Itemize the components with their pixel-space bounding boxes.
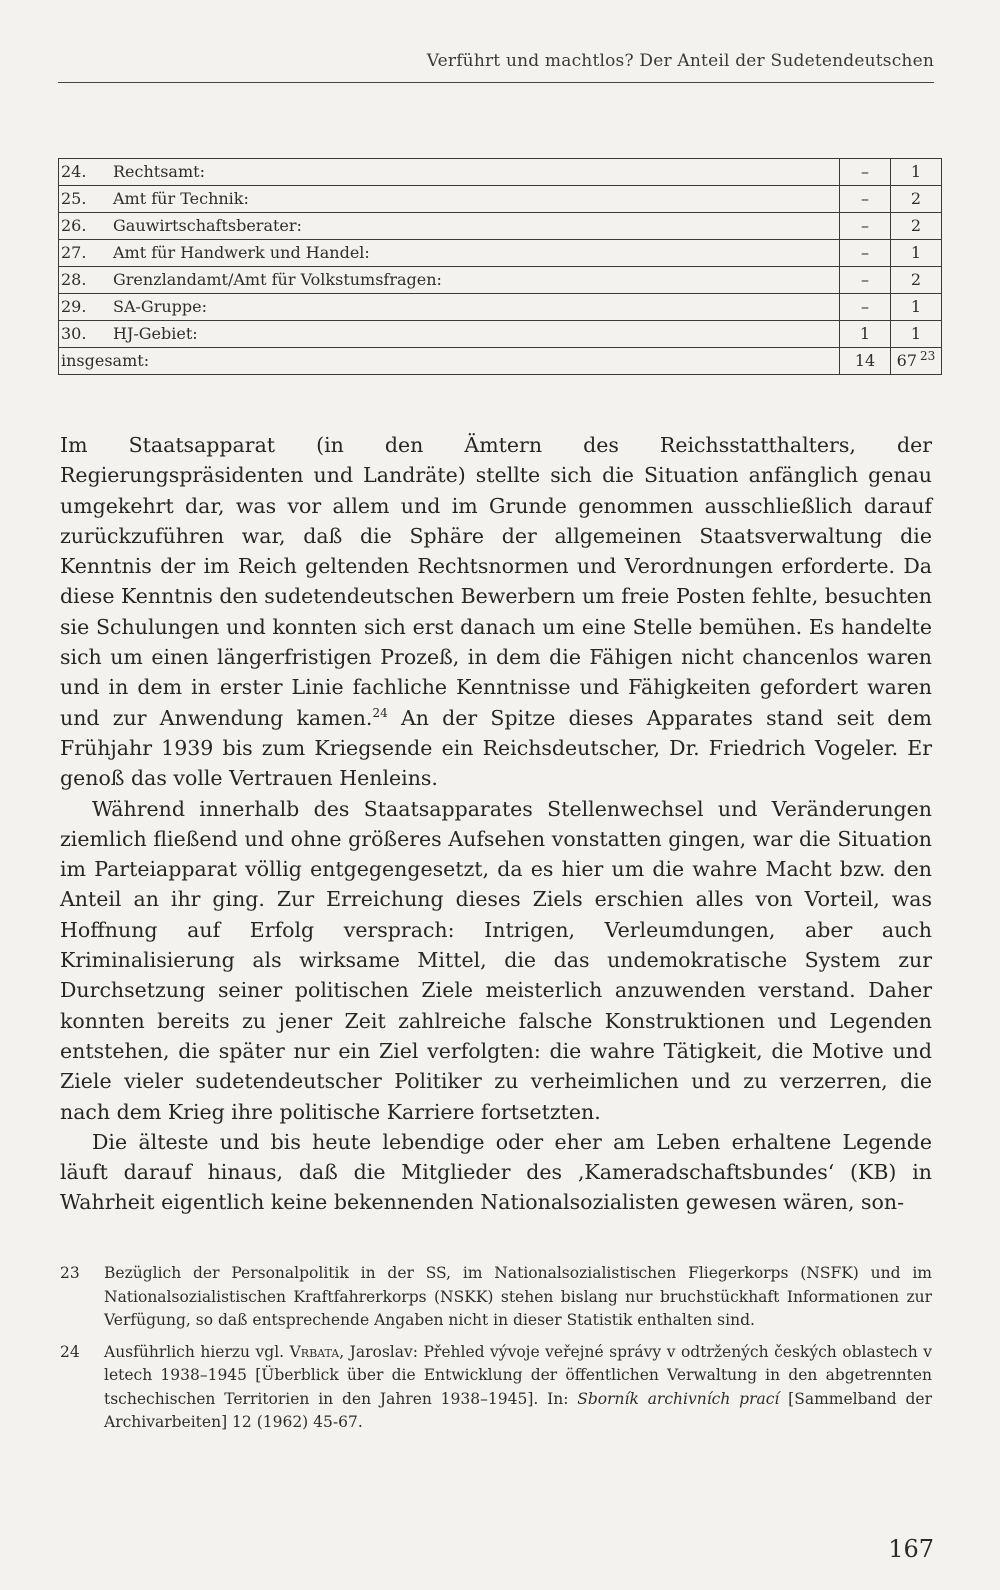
table-row bbox=[59, 213, 942, 240]
total-label: insgesamt: bbox=[59, 348, 840, 375]
paragraph-1: Im Staatsapparat (in den Ämtern des Reichsstatthalters, der Regierungspräsidenten und Landräte) stellte sich die Situation anfänglich genau umgekehrt dar, was vor allem und im Grunde genommen ausschließlich darauf zurückzuführen war, daß die Sphäre der allgemeinen Staatsverwaltung die Kenntnis der im Reich geltenden Rechtsnormen und Verordnungen erforderte. Da diese Kenntnis den sudetendeutschen Bewerbern um freie Posten fehlte, besuchten sie Schulungen und konnten sich erst danach um eine Stelle bemühen. Es handelte sich um einen längerfristigen Prozeß, in dem die Fähigen nicht chancenlos waren und in dem in erster Linie fachliche Kenntnisse und Fähigkeiten gefordert waren und zur Anwendung kamen.$^{24}$ An der Spitze dieses Apparates stand seit dem Frühjahr 1939 bis zum Kriegsende ein Reichsdeutscher, Dr. Friedrich Vogeler. Er genoß das volle Vertrauen Henleins. bbox=[60, 433, 933, 791]
total-value-2 bbox=[891, 348, 942, 375]
value-cell-2: 1 bbox=[891, 321, 942, 348]
row-number: 26. bbox=[61, 216, 87, 235]
value-cell-2: 1 bbox=[891, 159, 942, 186]
row-label: Rechtsamt: bbox=[113, 162, 205, 181]
row-label-cell bbox=[59, 240, 840, 267]
table-row bbox=[59, 159, 942, 186]
footnote-ref-24[interactable]: 24 bbox=[372, 705, 388, 720]
row-label: HJ-Gebiet: bbox=[113, 324, 198, 343]
row-number: 30. bbox=[61, 324, 87, 343]
total-value-1: 14 bbox=[840, 348, 891, 375]
row-label: SA-Gruppe: bbox=[113, 297, 207, 316]
row-label-cell bbox=[59, 294, 840, 321]
running-title: Verführt und machtlos? Der Anteil der Sudetendeutschen bbox=[426, 51, 934, 71]
value-cell-1: 1 bbox=[840, 321, 891, 348]
value-cell-1: – bbox=[840, 267, 891, 294]
row-label-cell bbox=[59, 321, 840, 348]
page-number: 167 bbox=[888, 1535, 934, 1563]
value-cell-2: 2 bbox=[891, 213, 942, 240]
value-cell-2: 2 bbox=[891, 186, 942, 213]
footnote-ref-23[interactable]: 23 bbox=[920, 348, 936, 363]
value-cell-1: – bbox=[840, 294, 891, 321]
total-value-2-number: 67 bbox=[896, 351, 918, 370]
footnote-number: 24 bbox=[60, 1342, 80, 1361]
footnote-author: Vrbata bbox=[289, 1342, 340, 1361]
running-head bbox=[58, 48, 934, 83]
table-row bbox=[59, 186, 942, 213]
footnote-number: 23 bbox=[60, 1264, 80, 1282]
paragraph-2: Während innerhalb des Staatsapparates Stellenwechsel und Veränderungen ziemlich fließend und ohne größeres Aufsehen vonstatten gingen, war die Situation im Parteiapparat völlig entgegengesetzt, da es hier um die wahre Macht bzw. den Anteil an ihr ging. Zur Erreichung dieses Ziels erschien alles von Vorteil, was Hoffnung auf Erfolg versprach: Intrigen, Verleumdungen, aber auch Kriminalisierung als wirksame Mittel, die das undemokratische System zur Durchsetzung seiner politischen Ziele meisterlich anzuwenden verstand. Daher konnten bereits zu jener Zeit zahlreiche falsche Konstruktionen und Legenden entstehen, die später nur ein Ziel verfolgten: die wahre Tätigkeit, die Motive und Ziele vieler sudetendeutscher Politiker zu verheimlichen und zu verzerren, die nach dem Krieg ihre politische Karriere fortsetzten. bbox=[60, 796, 932, 1124]
value-cell-1: – bbox=[840, 213, 891, 240]
value-cell-2: 1 bbox=[891, 240, 942, 267]
journal-title: Sborník archivních prací bbox=[577, 1389, 780, 1408]
footnote-text: Bezüglich der Personalpolitik in der SS, im Nationalsozialistischen Fliegerkorps (NSFK) und im Nationalsozialistischen Kraftfahrerkorps (NSKK) stehen bislang nur bruchstückhaft Informationen zur Verfügung, so daß entsprechende Angaben nicht in dieser Statistik enthalten sind. bbox=[104, 1264, 932, 1329]
row-label: Grenzlandamt/Amt für Volkstumsfragen: bbox=[113, 270, 442, 289]
table-row bbox=[59, 240, 942, 267]
row-number: 25. bbox=[61, 189, 87, 208]
row-label-cell bbox=[59, 186, 840, 213]
footnotes bbox=[60, 1262, 932, 1443]
footnote-23 bbox=[60, 1262, 932, 1333]
row-label: Amt für Technik: bbox=[113, 189, 249, 208]
row-label: Gauwirtschaftsberater: bbox=[113, 216, 302, 235]
value-cell-1: – bbox=[840, 240, 891, 267]
value-cell-1: – bbox=[840, 159, 891, 186]
footnote-24: 24 Ausführlich hierzu vgl. Vrbata, Jaroslav: Přehled vývoje veřejné správy v odtržených českých oblastech v letech 1938–1945 [Überblick über die Entwicklung der öffentlichen Verwaltung in den abgetrennten tschechischen Territorien in den Jahren 1938–1945]. In: Sborník archivních prací [Sammelband der Archivarbeiten] 12 (1962) 45-67. bbox=[60, 1342, 932, 1431]
value-cell-1: – bbox=[840, 186, 891, 213]
row-number: 28. bbox=[61, 270, 87, 289]
paragraph-3: Die älteste und bis heute lebendige oder eher am Leben erhaltene Legende läuft darauf hinaus, daß die Mitglieder des ‚Kameradschaftsbundes‘ (KB) in Wahrheit eigentlich keine bekennenden Nationalsozialisten gewesen wären, son- bbox=[60, 1129, 932, 1215]
value-cell-2: 1 bbox=[891, 294, 942, 321]
row-label: Amt für Handwerk und Handel: bbox=[113, 243, 370, 262]
row-label-cell bbox=[59, 159, 840, 186]
statistics-table bbox=[58, 158, 942, 375]
total-row bbox=[59, 348, 942, 375]
row-label-cell bbox=[59, 213, 840, 240]
row-label-cell bbox=[59, 267, 840, 294]
table-row bbox=[59, 294, 942, 321]
row-number: 27. bbox=[61, 243, 87, 262]
body-text bbox=[60, 430, 932, 1218]
value-cell-2: 2 bbox=[891, 267, 942, 294]
table-row bbox=[59, 267, 942, 294]
row-number: 29. bbox=[61, 297, 87, 316]
table-row bbox=[59, 321, 942, 348]
row-number: 24. bbox=[61, 162, 87, 181]
